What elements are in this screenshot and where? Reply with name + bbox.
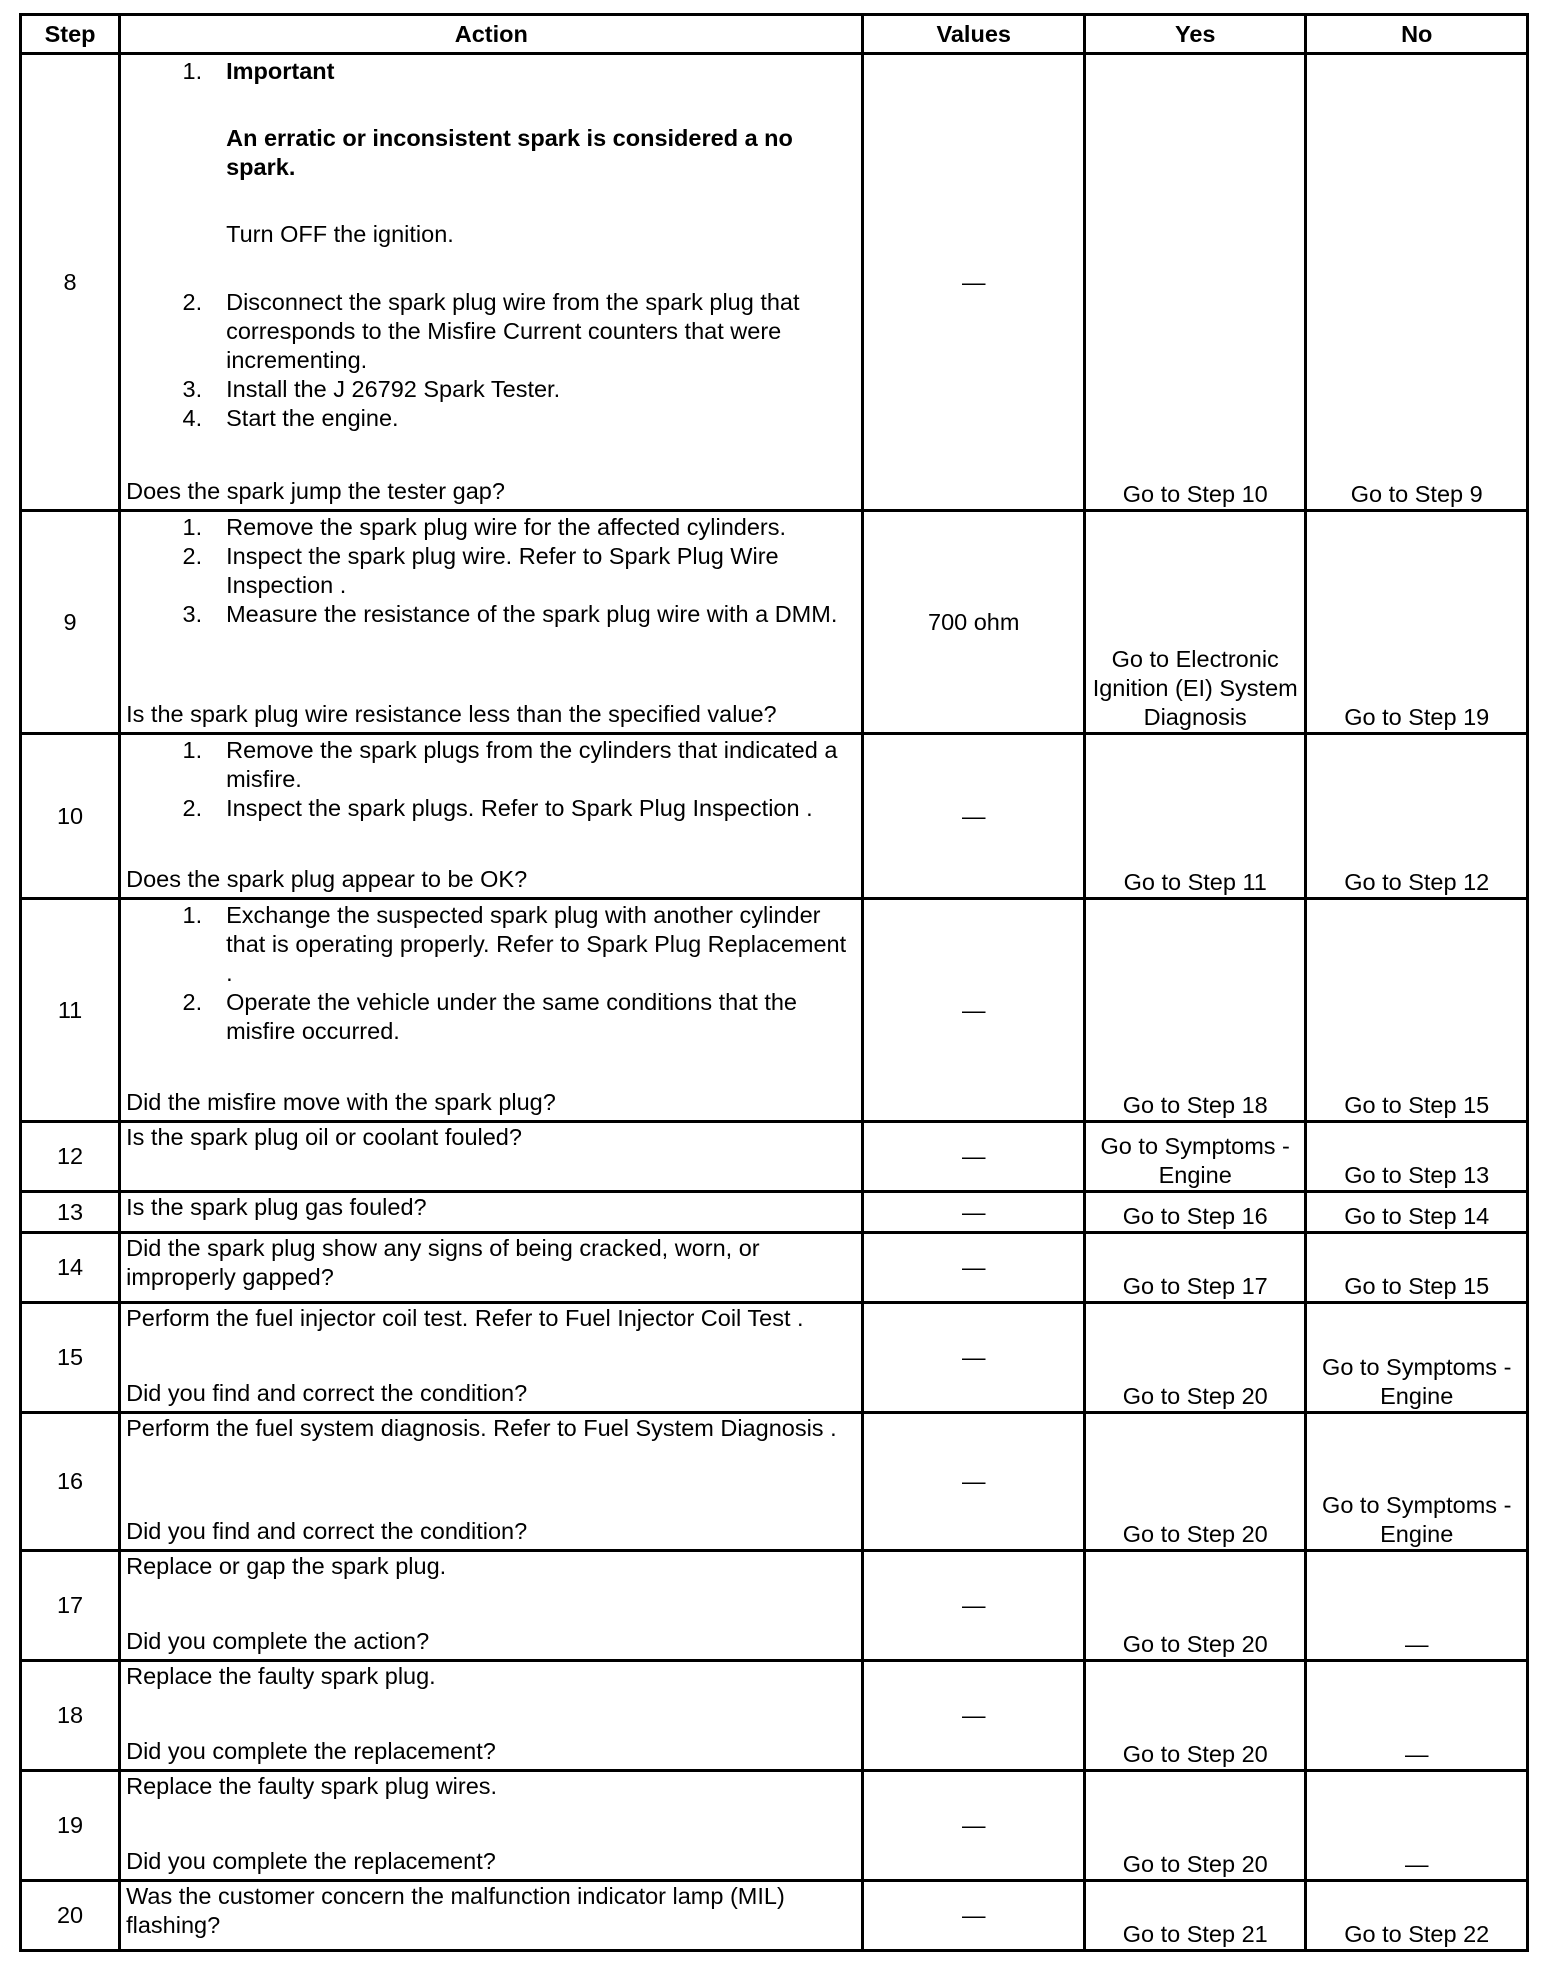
yes-cell: Go to Step 20 <box>1084 1303 1305 1413</box>
action-cell <box>120 1122 863 1192</box>
list-item <box>126 988 857 1046</box>
no-cell: Go to Step 22 <box>1306 1881 1528 1951</box>
header-step: Step <box>21 15 120 54</box>
value-cell: — <box>863 1771 1084 1881</box>
action-cell <box>120 1661 863 1771</box>
table-row <box>21 1771 1528 1881</box>
table-row <box>21 511 1528 734</box>
item-text: Measure the resistance of the spark plug wire with a DMM. <box>226 601 838 627</box>
diagnostic-table <box>19 13 1529 1952</box>
value-cell: — <box>863 1413 1084 1551</box>
yes-cell: Go to Electronic Ignition (EI) System Diagnosis <box>1084 511 1305 734</box>
no-cell: Go to Step 19 <box>1306 511 1528 734</box>
item-text: Inspect the spark plug wire. Refer to Spark Plug Wire Inspection . <box>226 543 779 598</box>
header-row <box>21 15 1528 54</box>
value-cell: — <box>863 734 1084 899</box>
yes-cell: Go to Step 17 <box>1084 1233 1305 1303</box>
value-cell: — <box>863 1303 1084 1413</box>
yes-cell: Go to Step 11 <box>1084 734 1305 899</box>
table-row <box>21 1413 1528 1551</box>
question-text: Is the spark plug wire resistance less than the specified value? <box>126 701 777 727</box>
action-text: Replace the faulty spark plug. <box>126 1663 436 1689</box>
yes-cell: Go to Step 16 <box>1084 1192 1305 1233</box>
action-text: Did the spark plug show any signs of being cracked, worn, or improperly gapped? <box>126 1235 760 1290</box>
yes-cell: Go to Step 18 <box>1084 899 1305 1122</box>
list-item <box>126 288 857 375</box>
no-cell: — <box>1306 1771 1528 1881</box>
action-text: Perform the fuel injector coil test. Refer to Fuel Injector Coil Test . <box>126 1305 804 1331</box>
value-cell: — <box>863 1551 1084 1661</box>
item-number: 2. <box>182 989 203 1015</box>
procedure-list <box>126 736 857 823</box>
value-cell: — <box>863 1233 1084 1303</box>
list-item <box>126 600 857 629</box>
table-row <box>21 734 1528 899</box>
table-row <box>21 1122 1528 1192</box>
yes-cell: Go to Step 10 <box>1084 54 1305 511</box>
question-text: Did you find and correct the condition? <box>126 1518 528 1544</box>
list-item <box>126 57 857 288</box>
step-number: 19 <box>21 1771 120 1881</box>
action-cell <box>120 1771 863 1881</box>
step-number: 18 <box>21 1661 120 1771</box>
list-item <box>126 375 857 404</box>
list-item <box>126 736 857 794</box>
action-text: Was the customer concern the malfunction indicator lamp (MIL) flashing? <box>126 1883 785 1938</box>
header-action: Action <box>120 15 863 54</box>
action-text: Replace or gap the spark plug. <box>126 1553 447 1579</box>
action-text: Perform the fuel system diagnosis. Refer to Fuel System Diagnosis . <box>126 1415 837 1441</box>
table-row <box>21 899 1528 1122</box>
important-note: An erratic or inconsistent spark is considered a no spark. <box>226 125 793 180</box>
item-text: Disconnect the spark plug wire from the spark plug that corresponds to the Misfire Current counters that were incrementing. <box>226 289 800 373</box>
step-number: 10 <box>21 734 120 899</box>
step-number: 14 <box>21 1233 120 1303</box>
value-cell: — <box>863 1661 1084 1771</box>
table-row <box>21 1551 1528 1661</box>
step-number: 20 <box>21 1881 120 1951</box>
question-text: Did you complete the replacement? <box>126 1738 496 1764</box>
action-cell <box>120 1551 863 1661</box>
yes-cell: Go to Step 20 <box>1084 1551 1305 1661</box>
table-row <box>21 1303 1528 1413</box>
item-number: 1. <box>182 902 203 928</box>
no-cell: Go to Step 14 <box>1306 1192 1528 1233</box>
action-cell <box>120 511 863 734</box>
important-label: Important <box>226 58 335 84</box>
question-text: Did you find and correct the condition? <box>126 1380 528 1406</box>
list-item <box>126 901 857 988</box>
question-text: Did you complete the replacement? <box>126 1848 496 1874</box>
no-cell: Go to Symptoms - Engine <box>1306 1303 1528 1413</box>
action-cell <box>120 1413 863 1551</box>
action-cell <box>120 1192 863 1233</box>
list-item <box>126 542 857 600</box>
yes-cell: Go to Step 21 <box>1084 1881 1305 1951</box>
item-text: Inspect the spark plugs. Refer to Spark Plug Inspection . <box>226 795 813 821</box>
header-no: No <box>1306 15 1528 54</box>
no-cell: Go to Step 13 <box>1306 1122 1528 1192</box>
item-text: Operate the vehicle under the same conditions that the misfire occurred. <box>226 989 797 1044</box>
table-row <box>21 1661 1528 1771</box>
list-item <box>126 794 857 823</box>
item-number: 2. <box>182 289 203 315</box>
question-text: Did you complete the action? <box>126 1628 430 1654</box>
no-cell: — <box>1306 1551 1528 1661</box>
table-row <box>21 54 1528 511</box>
item-number: 4. <box>182 405 203 431</box>
list-item <box>126 513 857 542</box>
table-row <box>21 1881 1528 1951</box>
diagnostic-table-container <box>19 13 1529 1952</box>
value-cell: 700 ohm <box>863 511 1084 734</box>
value-cell: — <box>863 1881 1084 1951</box>
item-number: 1. <box>182 514 203 540</box>
no-cell: Go to Step 12 <box>1306 734 1528 899</box>
value-cell: — <box>863 1192 1084 1233</box>
step-number: 16 <box>21 1413 120 1551</box>
action-cell <box>120 734 863 899</box>
table-row <box>21 1192 1528 1233</box>
no-cell: Go to Step 9 <box>1306 54 1528 511</box>
item-number: 1. <box>182 737 203 763</box>
procedure-list <box>126 513 857 629</box>
yes-cell: Go to Symptoms - Engine <box>1084 1122 1305 1192</box>
question-text: Does the spark jump the tester gap? <box>126 478 505 504</box>
no-cell: Go to Step 15 <box>1306 899 1528 1122</box>
step-number: 12 <box>21 1122 120 1192</box>
item-text: Turn OFF the ignition. <box>226 221 454 247</box>
item-text: Remove the spark plugs from the cylinders that indicated a misfire. <box>226 737 838 792</box>
item-number: 2. <box>182 795 203 821</box>
item-number: 3. <box>182 601 203 627</box>
yes-cell: Go to Step 20 <box>1084 1771 1305 1881</box>
value-cell: — <box>863 1122 1084 1192</box>
step-number: 8 <box>21 54 120 511</box>
action-text: Is the spark plug gas fouled? <box>126 1194 427 1220</box>
no-cell: Go to Step 15 <box>1306 1233 1528 1303</box>
action-cell <box>120 1233 863 1303</box>
procedure-list <box>126 57 857 433</box>
table-row <box>21 1233 1528 1303</box>
header-values: Values <box>863 15 1084 54</box>
step-number: 13 <box>21 1192 120 1233</box>
yes-cell: Go to Step 20 <box>1084 1413 1305 1551</box>
step-number: 15 <box>21 1303 120 1413</box>
action-cell <box>120 54 863 511</box>
item-number: 1. <box>182 58 203 84</box>
action-text: Is the spark plug oil or coolant fouled? <box>126 1124 522 1150</box>
no-cell: — <box>1306 1661 1528 1771</box>
procedure-list <box>126 901 857 1046</box>
item-number: 2. <box>182 543 203 569</box>
action-cell <box>120 1881 863 1951</box>
action-cell <box>120 1303 863 1413</box>
item-text: Install the J 26792 Spark Tester. <box>226 376 561 402</box>
item-text: Exchange the suspected spark plug with another cylinder that is operating properly. Refer to Spark Plug Replacement . <box>226 902 847 986</box>
question-text: Does the spark plug appear to be OK? <box>126 866 528 892</box>
list-item <box>126 404 857 433</box>
step-number: 9 <box>21 511 120 734</box>
yes-cell: Go to Step 20 <box>1084 1661 1305 1771</box>
header-yes: Yes <box>1084 15 1305 54</box>
no-cell: Go to Symptoms - Engine <box>1306 1413 1528 1551</box>
item-text: Start the engine. <box>226 405 399 431</box>
action-text: Replace the faulty spark plug wires. <box>126 1773 498 1799</box>
action-cell <box>120 899 863 1122</box>
question-text: Did the misfire move with the spark plug? <box>126 1089 556 1115</box>
step-number: 11 <box>21 899 120 1122</box>
value-cell: — <box>863 899 1084 1122</box>
item-number: 3. <box>182 376 203 402</box>
item-text: Remove the spark plug wire for the affected cylinders. <box>226 514 787 540</box>
step-number: 17 <box>21 1551 120 1661</box>
value-cell: — <box>863 54 1084 511</box>
